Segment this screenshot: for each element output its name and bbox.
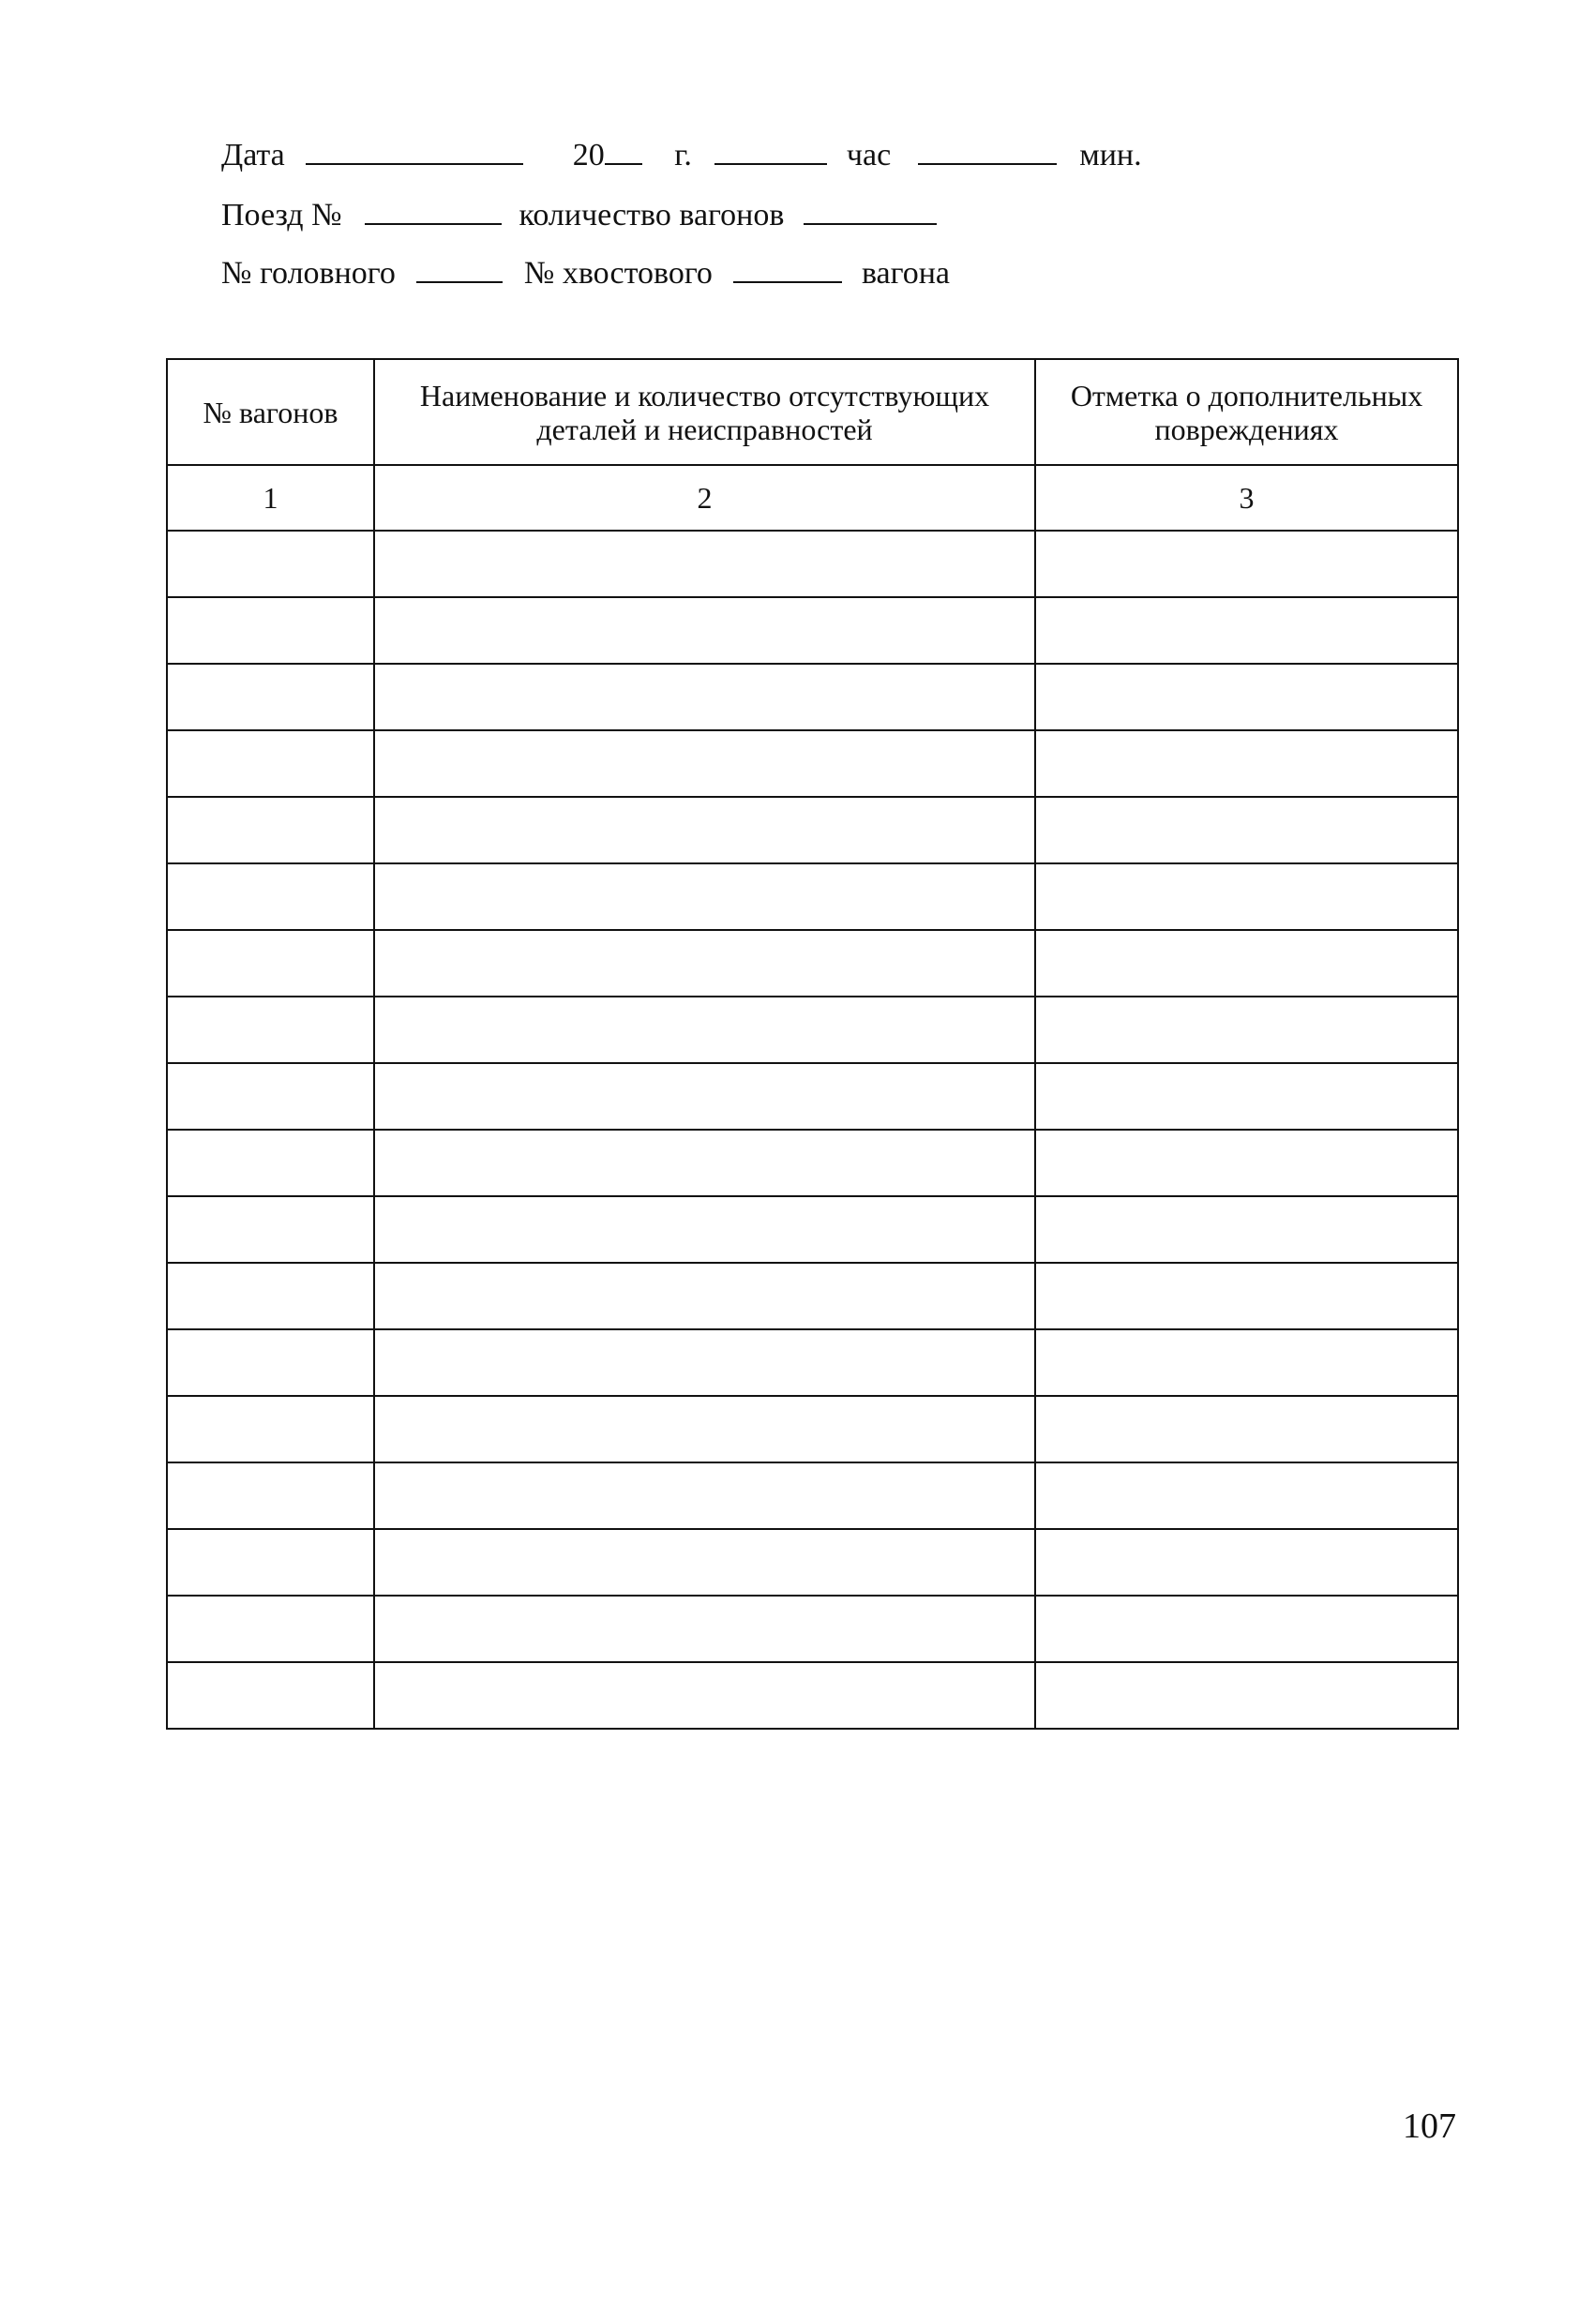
table-row [167, 1529, 1458, 1596]
train-number-blank[interactable] [365, 199, 502, 225]
column-header-cars: № вагонов [167, 359, 374, 465]
cell-missing-parts[interactable] [374, 797, 1035, 863]
cell-damage-mark[interactable] [1035, 1462, 1458, 1529]
column-number-row [167, 465, 1458, 531]
cell-missing-parts[interactable] [374, 1263, 1035, 1329]
cell-car-number[interactable] [167, 1130, 374, 1196]
cell-car-number[interactable] [167, 930, 374, 997]
cell-car-number[interactable] [167, 1462, 374, 1529]
table-row [167, 930, 1458, 997]
table-row [167, 1396, 1458, 1462]
column-number-1: 1 [167, 465, 374, 531]
cell-damage-mark[interactable] [1035, 1662, 1458, 1729]
cell-damage-mark[interactable] [1035, 863, 1458, 930]
cell-car-number[interactable] [167, 1196, 374, 1263]
cell-missing-parts[interactable] [374, 863, 1035, 930]
cell-missing-parts[interactable] [374, 597, 1035, 664]
cell-missing-parts[interactable] [374, 1662, 1035, 1729]
train-label: Поезд № [221, 198, 342, 232]
table-row [167, 1662, 1458, 1729]
table-row [167, 1329, 1458, 1396]
column-header-damage-mark: Отметка о дополнительных повреждениях [1035, 359, 1458, 465]
table-row [167, 997, 1458, 1063]
cell-damage-mark[interactable] [1035, 1196, 1458, 1263]
table-row [167, 597, 1458, 664]
tail-car-label: № хвостового [523, 256, 713, 291]
column-number-3: 3 [1035, 465, 1458, 531]
table-row [167, 1596, 1458, 1662]
table-row [167, 1462, 1458, 1529]
table-row [167, 531, 1458, 597]
minute-blank[interactable] [918, 139, 1057, 165]
cell-car-number[interactable] [167, 997, 374, 1063]
cell-car-number[interactable] [167, 863, 374, 930]
cell-car-number[interactable] [167, 1063, 374, 1130]
cell-damage-mark[interactable] [1035, 930, 1458, 997]
hour-blank[interactable] [714, 139, 827, 165]
cell-missing-parts[interactable] [374, 1196, 1035, 1263]
date-blank[interactable] [306, 139, 523, 165]
page-number: 107 [1403, 2107, 1456, 2146]
date-label: Дата [221, 138, 285, 172]
cell-missing-parts[interactable] [374, 1329, 1035, 1396]
table-row [167, 1063, 1458, 1130]
table-row [167, 664, 1458, 730]
column-number-2: 2 [374, 465, 1035, 531]
cell-missing-parts[interactable] [374, 1462, 1035, 1529]
cell-damage-mark[interactable] [1035, 1329, 1458, 1396]
cell-car-number[interactable] [167, 1263, 374, 1329]
cell-missing-parts[interactable] [374, 1596, 1035, 1662]
cell-car-number[interactable] [167, 531, 374, 597]
cell-car-number[interactable] [167, 1396, 374, 1462]
cell-damage-mark[interactable] [1035, 1396, 1458, 1462]
year-suffix: г. [674, 138, 692, 172]
cell-damage-mark[interactable] [1035, 1263, 1458, 1329]
cars-count-label: количество вагонов [519, 198, 785, 232]
hour-label: час [846, 138, 892, 172]
cell-damage-mark[interactable] [1035, 1529, 1458, 1596]
tail-car-blank[interactable] [733, 257, 842, 283]
cell-car-number[interactable] [167, 1529, 374, 1596]
cars-line [221, 255, 950, 292]
cell-missing-parts[interactable] [374, 1396, 1035, 1462]
cell-missing-parts[interactable] [374, 930, 1035, 997]
cell-damage-mark[interactable] [1035, 1063, 1458, 1130]
year-prefix: 20 [572, 138, 605, 172]
cell-damage-mark[interactable] [1035, 1596, 1458, 1662]
cell-missing-parts[interactable] [374, 1130, 1035, 1196]
table-row [167, 1130, 1458, 1196]
cell-missing-parts[interactable] [374, 1529, 1035, 1596]
table-row [167, 863, 1458, 930]
cell-car-number[interactable] [167, 664, 374, 730]
table-row [167, 1196, 1458, 1263]
cell-damage-mark[interactable] [1035, 997, 1458, 1063]
cell-missing-parts[interactable] [374, 531, 1035, 597]
cell-missing-parts[interactable] [374, 664, 1035, 730]
cars-count-blank[interactable] [804, 199, 937, 225]
cell-damage-mark[interactable] [1035, 797, 1458, 863]
cell-damage-mark[interactable] [1035, 1130, 1458, 1196]
cell-car-number[interactable] [167, 1596, 374, 1662]
cell-damage-mark[interactable] [1035, 664, 1458, 730]
cell-car-number[interactable] [167, 730, 374, 797]
cell-missing-parts[interactable] [374, 730, 1035, 797]
cell-car-number[interactable] [167, 797, 374, 863]
cell-car-number[interactable] [167, 597, 374, 664]
cell-missing-parts[interactable] [374, 997, 1035, 1063]
year-blank[interactable] [605, 139, 642, 165]
damage-table [166, 358, 1459, 1730]
car-word: вагона [861, 256, 951, 291]
table-row [167, 1263, 1458, 1329]
head-car-label: № головного [221, 256, 396, 291]
date-time-line [221, 137, 1142, 174]
head-car-blank[interactable] [416, 257, 503, 283]
column-header-missing-parts: Наименование и количество отсутствующих деталей и неисправностей [374, 359, 1035, 465]
table-header-row [167, 359, 1458, 465]
train-line [221, 197, 937, 234]
cell-damage-mark[interactable] [1035, 730, 1458, 797]
cell-missing-parts[interactable] [374, 1063, 1035, 1130]
table-body [167, 531, 1458, 1729]
cell-damage-mark[interactable] [1035, 597, 1458, 664]
cell-car-number[interactable] [167, 1329, 374, 1396]
cell-car-number[interactable] [167, 1662, 374, 1729]
minute-label: мин. [1079, 138, 1142, 172]
cell-damage-mark[interactable] [1035, 531, 1458, 597]
table-row [167, 730, 1458, 797]
table-row [167, 797, 1458, 863]
